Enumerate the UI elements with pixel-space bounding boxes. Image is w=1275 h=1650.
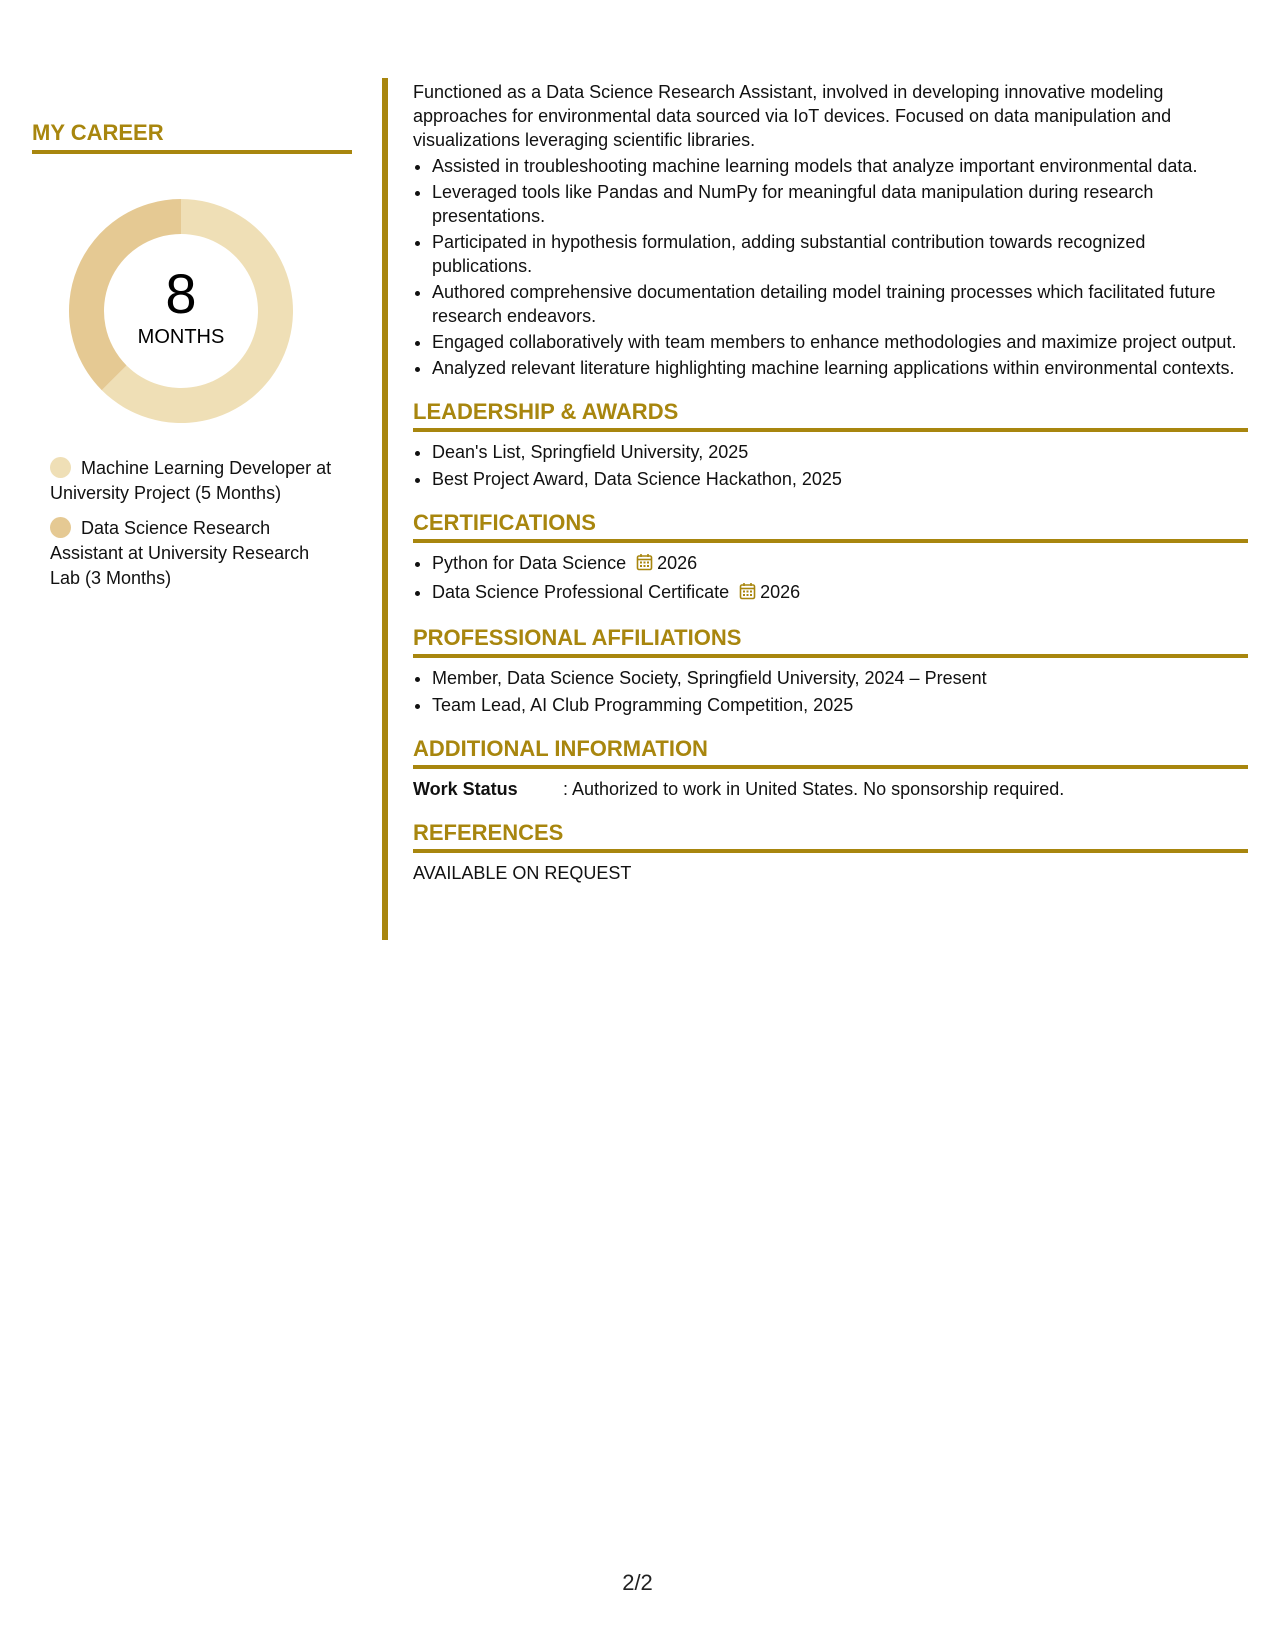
experience-intro: Functioned as a Data Science Research Assistant, involved in developing innovative modeling approaches for environmental data sourced via IoT devices. Focused on data manipulation and visualizations leveraging scientific libraries. <box>413 82 1172 150</box>
calendar-icon <box>739 582 756 606</box>
career-legend <box>50 456 335 591</box>
work-status-label: Work Status <box>413 779 518 799</box>
legend-dot-1 <box>50 517 71 538</box>
additional-info-title: ADDITIONAL INFORMATION <box>413 735 1248 769</box>
list-item: • Engaged collaboratively with team members to enhance methodologies and maximize project output. <box>432 330 1248 354</box>
leadership-title: LEADERSHIP & AWARDS <box>413 398 1248 432</box>
affiliations-title: PROFESSIONAL AFFILIATIONS <box>413 624 1248 658</box>
certifications-title: CERTIFICATIONS <box>413 509 1248 543</box>
career-title: MY CAREER <box>32 120 352 154</box>
column-divider <box>382 78 388 940</box>
list-item: • Authored comprehensive documentation detailing model training processes which facilitated future research endeavors. <box>432 280 1248 328</box>
certification-year: 2026 <box>760 582 801 602</box>
donut-total-unit: MONTHS <box>137 326 225 348</box>
certification-name: Python for Data Science <box>432 553 627 573</box>
references-text: AVAILABLE ON REQUEST <box>413 863 632 883</box>
list-item: • Best Project Award, Data Science Hackathon, 2025 <box>432 467 1248 491</box>
main-column <box>413 80 1248 885</box>
career-donut-chart <box>66 196 296 426</box>
list-item: • Member, Data Science Society, Springfield University, 2024 – Present <box>432 666 1248 690</box>
list-item: • Participated in hypothesis formulation, adding substantial contribution towards recognized publications. <box>432 230 1248 278</box>
references-title: REFERENCES <box>413 819 1248 853</box>
list-item: • Assisted in troubleshooting machine learning models that analyze important environmental data. <box>432 154 1248 178</box>
list-item: • Leveraged tools like Pandas and NumPy for meaningful data manipulation during research presentations. <box>432 180 1248 228</box>
page-number: 2/2 <box>622 1570 653 1595</box>
work-status-value: : Authorized to work in United States. No sponsorship required. <box>563 779 1065 799</box>
certifications-section <box>413 551 1248 606</box>
legend-item <box>50 456 335 506</box>
list-item: • Analyzed relevant literature highlighting machine learning applications within environmental contexts. <box>432 356 1248 380</box>
experience-bullets <box>413 154 1248 380</box>
career-sidebar <box>32 120 352 601</box>
donut-total-number: 8 <box>165 262 197 325</box>
legend-dot-0 <box>50 457 71 478</box>
certification-item <box>432 551 1248 577</box>
list-item: • Dean's List, Springfield University, 2025 <box>432 440 1248 464</box>
legend-label: Machine Learning Developer at University Project (5 Months) <box>50 458 332 503</box>
legend-item <box>50 516 335 591</box>
calendar-icon <box>636 553 653 577</box>
certification-year: 2026 <box>657 553 698 573</box>
legend-label: Data Science Research Assistant at University Research Lab (3 Months) <box>50 518 310 588</box>
certification-item <box>432 580 1248 606</box>
leadership-section <box>413 440 1248 491</box>
certification-name: Data Science Professional Certificate <box>432 582 730 602</box>
list-item: • Team Lead, AI Club Programming Competition, 2025 <box>432 693 1248 717</box>
work-status-row <box>413 777 1248 801</box>
affiliations-section <box>413 666 1248 717</box>
